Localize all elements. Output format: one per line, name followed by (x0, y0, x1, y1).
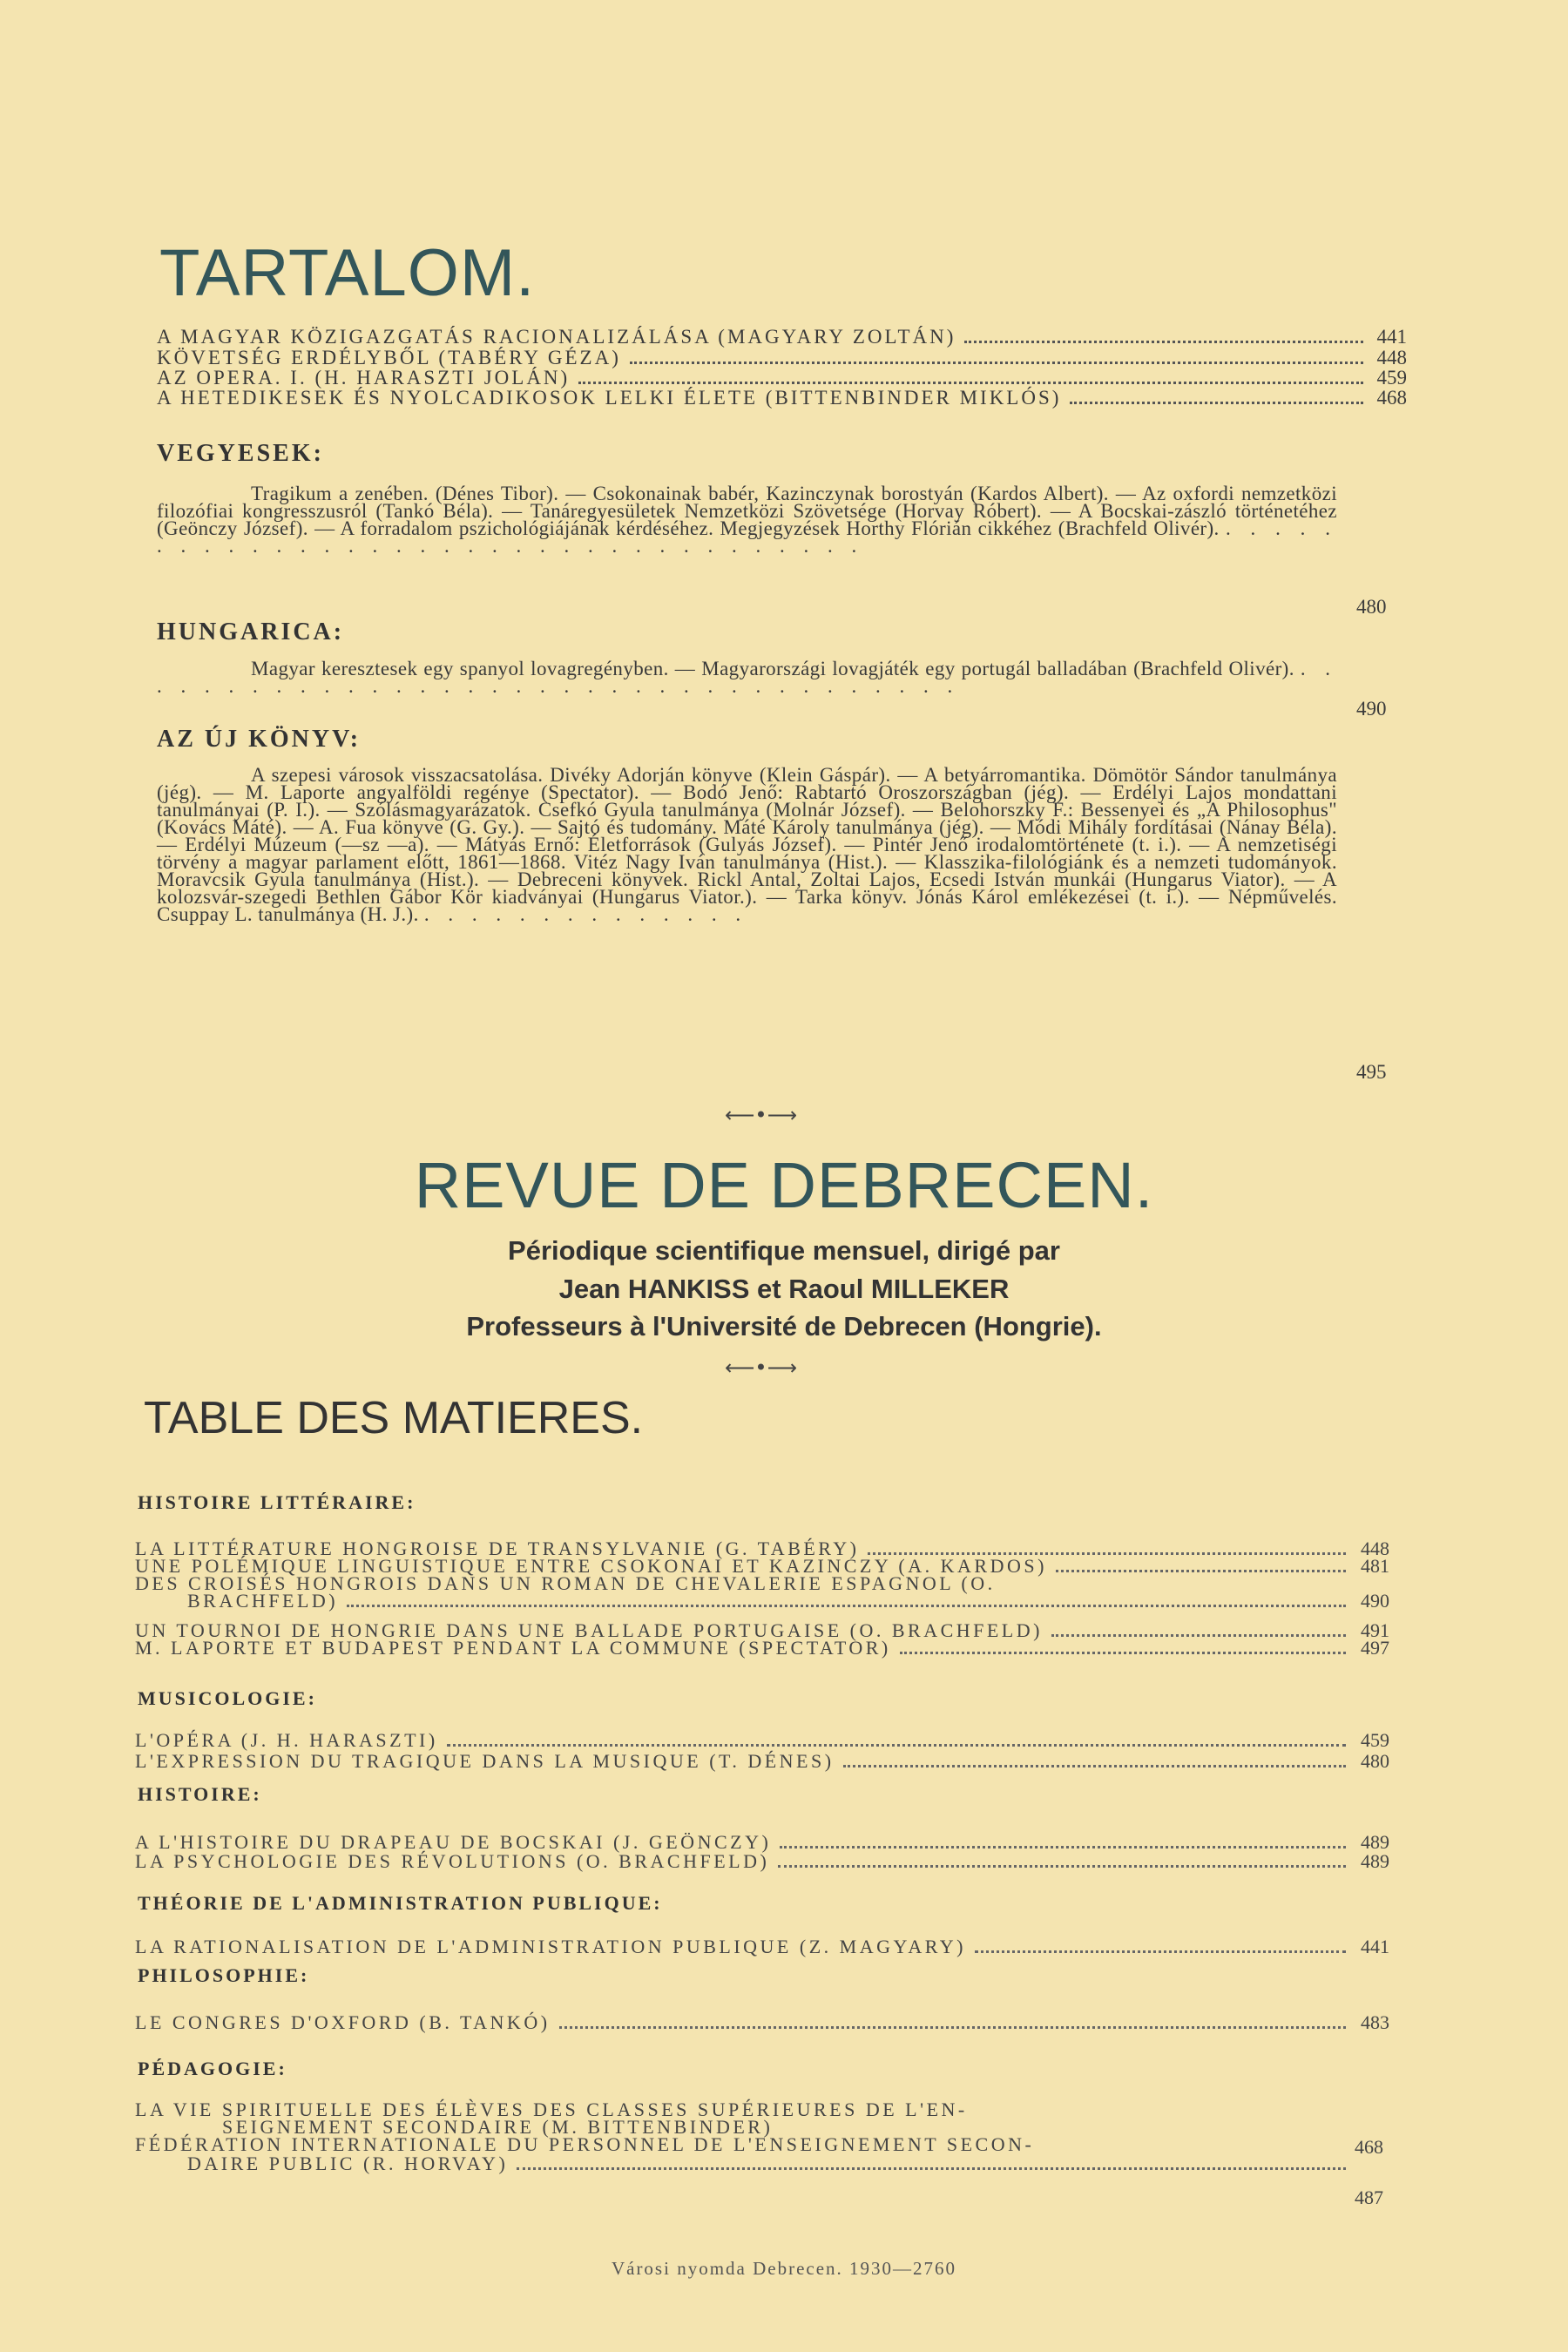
page-title: TARTALOM. (159, 236, 536, 310)
section-text-hungarica: Magyar keresztesek egy spanyol lovagregényben. — Magyarországi lovagjáték egy portugál balladában (Brachfeld Olivér). . . . . . . . . . . . . . . . . . . . . . . . . . . . . . . . . . . . . (157, 658, 1338, 697)
fr-heading-histoire: HISTOIRE: (138, 1783, 262, 1805)
table-title: TABLE DES MATIERES. (144, 1393, 644, 1443)
section-heading-hungarica: HUNGARICA: (157, 618, 345, 645)
fr-toc-entry[interactable]: M. LAPORTE ET BUDAPEST PENDANT LA COMMUNE (SPECTATOR) 497 (135, 1637, 1389, 1659)
fr-toc-entry[interactable]: UNE POLÉMIQUE LINGUISTIQUE ENTRE CSOKONAI ET KAZINCZY (A. KARDOS) 481 (135, 1555, 1389, 1577)
page-number: 468 (1355, 2136, 1383, 2158)
page-number: 495 (1356, 1061, 1387, 1083)
page-number: 480 (1356, 596, 1387, 618)
revue-title: REVUE DE DEBRECEN. (414, 1149, 1154, 1221)
toc-entry[interactable]: AZ OPERA. I. (H. HARASZTI JOLÁN) 459 (157, 367, 1407, 389)
fr-heading-musicologie: MUSICOLOGIE: (138, 1687, 317, 1709)
fr-toc-entry[interactable]: LA RATIONALISATION DE L'ADMINISTRATION PUBLIQUE (Z. MAGYARY) 441 (135, 1936, 1389, 1957)
revue-subtitle: Périodique scientifique mensuel, dirigé par (508, 1235, 1060, 1266)
page-number: 490 (1356, 698, 1387, 720)
fr-toc-entry[interactable]: BRACHFELD) 490 (187, 1590, 1389, 1612)
fr-toc-entry[interactable]: DAIRE PUBLIC (R. HORVAY) (187, 2155, 1389, 2174)
fr-toc-entry-line[interactable]: SEIGNEMENT SECONDAIRE (M. BITTENBINDER) (222, 2116, 774, 2138)
ornament: ⟵•⟶ (725, 1103, 797, 1127)
page-number: 487 (1355, 2186, 1383, 2208)
toc-entry[interactable]: KÖVETSÉG ERDÉLYBŐL (TABÉRY GÉZA) 448 (157, 347, 1407, 368)
printer-footer: Városi nyomda Debrecen. 1930—2760 (611, 2258, 957, 2279)
fr-toc-entry[interactable]: A L'HISTOIRE DU DRAPEAU DE BOCSKAI (J. GEÖNCZY) 489 (135, 1831, 1389, 1853)
fr-heading-philosophie: PHILOSOPHIE: (138, 1964, 310, 1986)
toc-entry[interactable]: A HETEDIKESEK ÉS NYOLCADIKOSOK LELKI ÉLETE (BITTENBINDER MIKLÓS) 468 (157, 387, 1407, 409)
fr-toc-entry-line[interactable]: DES CROISÉS HONGROIS DANS UN ROMAN DE CHEVALERIE ESPAGNOL (O. (135, 1572, 996, 1594)
fr-toc-entry[interactable]: L'OPÉRA (J. H. HARASZTI) 459 (135, 1729, 1389, 1751)
section-text-uj-konyv: A szepesi városok visszacsatolása. Divéky Adorján könyve (Klein Gáspár). — A betyárromantika. Dömötör Sándor tanulmánya (jég). — M. Laporte angyalföldi regénye (Spectator). — Bodó Jenő: Rabtartó Oroszországban (jég). — Erdélyi Lajos mondattani tanulmányai (P. I.). — Szólásmagyarázatok. Csefkó Gyula tanulmánya (Molnár József). — Belohorszky F.: Bessenyei és „A Philosophus" (Kovács Máté). — A. Fua könyve (G. Gy.). — Sajtó és tudomány. Máté Károly tanulmánya (jég). — Módi Mihály fordításai (Nánay Béla). — Erdélyi Múzeum (—sz —a). — Mátyás Ernő: Életforrások (Gulyás József). — Pintér Jenő irodalomtörténete (t. i.). — A nemzetiségi törvény a magyar parlament előtt, 1861—1868. Vitéz Nagy Iván tanulmánya (Hist.). — Klasszika-filológiánk és a nemzeti tudományok. Moravcsik Gyula tanulmánya (Hist.). — Debreceni könyvek. Rickl Antal, Zoltai Lajos, Ecsedi István munkái (Hungarus Viator). — A kolozsvár-szegedi Bethlen Gábor Kör kiadványai (Hungarus Viator.). — Tarka könyv. Jónás Károl emlékezései (t. i.). — Népművelés. Csuppay L. tanulmánya (H. J.). . . . . . . . . . . . . . . (157, 764, 1337, 925)
fr-toc-entry[interactable]: L'EXPRESSION DU TRAGIQUE DANS LA MUSIQUE (T. DÉNES) 480 (135, 1750, 1389, 1772)
fr-heading-histoire-litteraire: HISTOIRE LITTÉRAIRE: (138, 1491, 416, 1513)
ornament: ⟵•⟶ (725, 1355, 797, 1380)
fr-toc-entry[interactable]: LE CONGRES D'OXFORD (B. TANKÓ) 483 (135, 2011, 1389, 2033)
toc-entry[interactable]: A MAGYAR KÖZIGAZGATÁS RACIONALIZÁLÁSA (MAGYARY ZOLTÁN) 441 (157, 326, 1407, 348)
fr-heading-pedagogie: PÉDAGOGIE: (138, 2058, 287, 2079)
section-heading-vegyesek: VEGYESEK: (157, 440, 324, 467)
revue-editors: Jean HANKISS et Raoul MILLEKER (558, 1274, 1010, 1304)
fr-toc-entry[interactable]: UN TOURNOI DE HONGRIE DANS UNE BALLADE PORTUGAISE (O. BRACHFELD) 491 (135, 1619, 1389, 1641)
section-heading-uj-konyv: AZ ÚJ KÖNYV: (157, 726, 362, 753)
revue-affiliation: Professeurs à l'Université de Debrecen (Hongrie). (466, 1311, 1102, 1342)
fr-heading-administration: THÉORIE DE L'ADMINISTRATION PUBLIQUE: (138, 1892, 663, 1914)
section-text-vegyesek: Tragikum a zenében. (Dénes Tibor). — Csokonainak babér, Kazinczynak borostyán (Kardos Albert). — Az oxfordi nemzetközi filozófiai kongresszusról (Tankó Béla). — Tanáregyesületek Nemzetközi Szövetsége (Horvay Róbert). — A Bocskai-zászló történetéhez (Geönczy József). — A forradalom pszichológiájának kérdéséhez. Megjegyzések Horthy Flórián cikkéhez (Brachfeld Olivér). . . . . . . . . . . . . . . . . . . . . . . . . . . . . . . . . . . . (157, 483, 1338, 557)
fr-toc-entry-line[interactable]: FÉDÉRATION INTERNATIONALE DU PERSONNEL DE L'ENSEIGNEMENT SECON- (135, 2133, 1035, 2155)
fr-toc-entry[interactable]: LA PSYCHOLOGIE DES RÉVOLUTIONS (O. BRACHFELD) 489 (135, 1850, 1389, 1872)
fr-toc-entry-line[interactable]: LA VIE SPIRITUELLE DES ÉLÈVES DES CLASSES SUPÉRIEURES DE L'EN- (135, 2099, 968, 2120)
fr-toc-entry[interactable]: LA LITTÉRATURE HONGROISE DE TRANSYLVANIE (G. TABÉRY) 448 (135, 1538, 1389, 1559)
toc-main (157, 328, 1407, 409)
